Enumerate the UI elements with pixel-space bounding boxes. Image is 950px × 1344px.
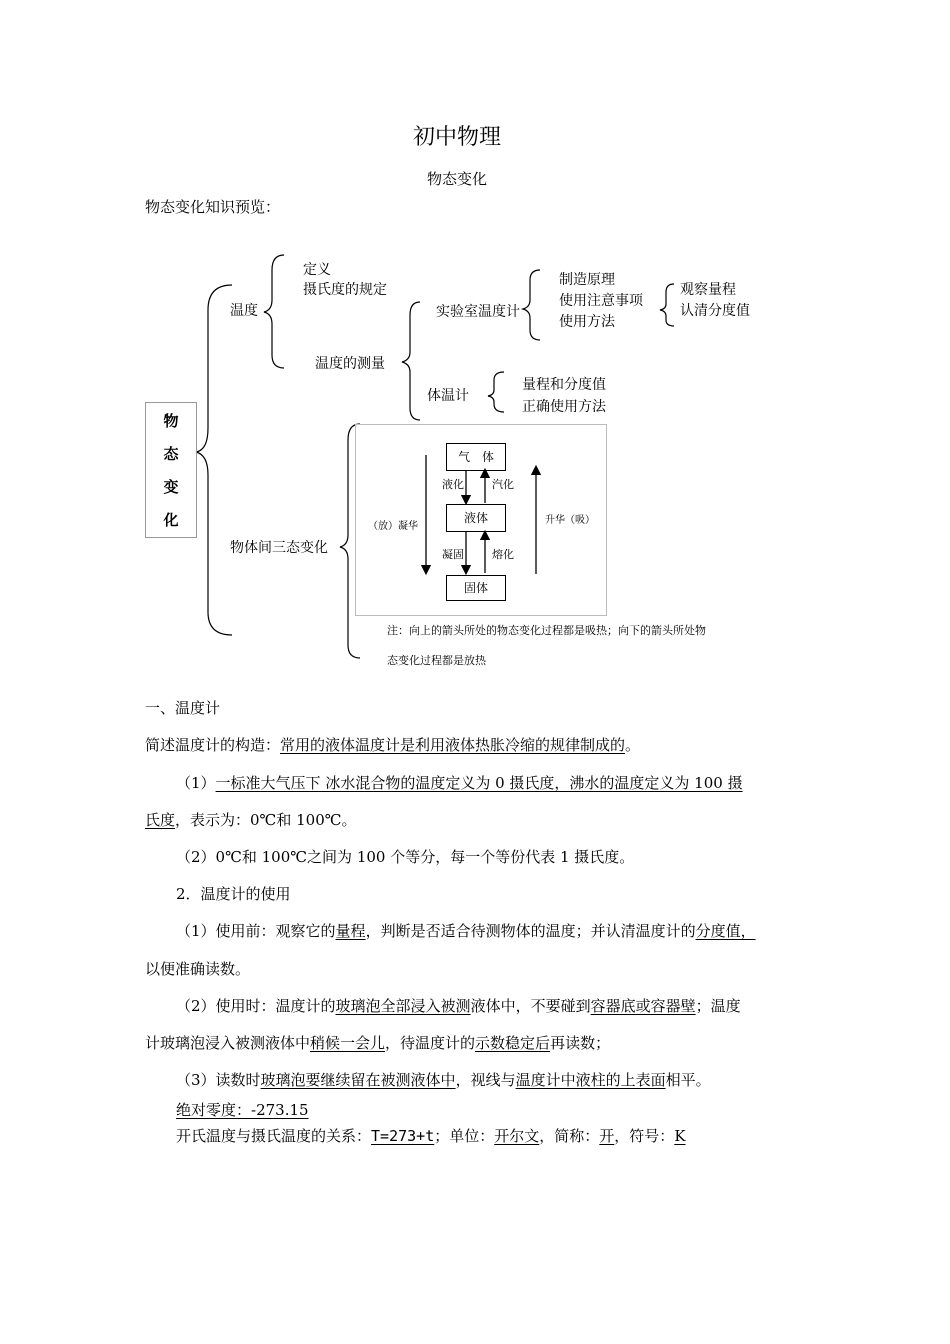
u2-a: （2）使用时：温度计的 <box>176 997 336 1015</box>
u1-c: ，判断是否适合待测物体的温度；并认清温度计的 <box>365 922 696 940</box>
u2-b: 玻璃泡全部浸入被测 <box>335 997 471 1015</box>
usage2-line-2 <box>145 1033 610 1053</box>
node-observe-range: 观察量程 <box>680 282 736 298</box>
root-char: 物 <box>163 412 179 430</box>
label-liquefaction: 液化 <box>442 478 464 491</box>
k-symbol: K <box>674 1127 686 1145</box>
liquid-box: 液体 <box>446 504 506 532</box>
p1-rest: ，表示为：0℃和 100℃。 <box>175 811 357 829</box>
u3-b: 玻璃泡要继续留在被测液体中 <box>260 1071 456 1089</box>
node-celsius-rule: 摄氏度的规定 <box>303 282 387 298</box>
p1-prefix: （1） <box>176 774 216 792</box>
node-definition: 定义 <box>303 262 331 278</box>
u2-j: 再读数； <box>550 1034 611 1052</box>
u1-d: 分度值， <box>695 922 756 940</box>
root-char: 变 <box>163 478 179 496</box>
k-g: ，符号： <box>614 1127 675 1145</box>
root-char: 态 <box>163 445 179 463</box>
u2-h: ，待温度计的 <box>385 1034 476 1052</box>
node-usage: 使用方法 <box>559 314 615 330</box>
label-deposition: （放）凝华 <box>368 521 418 532</box>
absolute-zero: 绝对零度：-273.15 <box>176 1101 309 1119</box>
u3-e: 相平。 <box>665 1071 711 1089</box>
u3-d: 温度计中液柱的上表面 <box>515 1071 666 1089</box>
node-temperature: 温度 <box>230 303 258 319</box>
node-lab-thermometer: 实验室温度计 <box>436 304 520 320</box>
structure-prefix: 简述温度计的构造： <box>145 736 281 754</box>
node-correct-usage: 正确使用方法 <box>522 399 606 415</box>
structure-end: 。 <box>625 736 641 754</box>
label-melting: 熔化 <box>492 548 514 561</box>
page-title: 初中物理 <box>412 125 501 150</box>
node-precautions: 使用注意事项 <box>559 293 643 309</box>
u2-c: 液体中，不要碰到 <box>470 997 591 1015</box>
usage3-line <box>176 1070 711 1090</box>
structure-underlined: 常用的液体温度计是利用液体热胀冷缩的规律制成的 <box>280 736 626 754</box>
root-char: 化 <box>163 511 179 529</box>
note-line-1: 注：向上的箭头所处的物态变化过程都是吸热；向下的箭头所处物 <box>387 624 706 637</box>
solid-box: 固体 <box>446 575 506 601</box>
gas-box: 气 体 <box>446 443 506 471</box>
p1-underlined-1: 一标准大气压下 冰水混合物的温度定义为 0 摄氏度，沸水的温度定义为 100 摄 <box>215 774 743 792</box>
node-measurement: 温度的测量 <box>315 356 385 372</box>
node-three-states: 物体间三态变化 <box>230 540 328 556</box>
p1-line-1 <box>176 773 743 793</box>
node-range-division: 量程和分度值 <box>522 377 606 393</box>
k-formula: T=273+t <box>371 1127 435 1145</box>
label-vaporization: 汽化 <box>492 478 514 491</box>
note-line-2: 态变化过程都是放热 <box>387 654 486 667</box>
k-a: 开氏温度与摄氏温度的关系： <box>176 1127 372 1145</box>
k-short: 开 <box>599 1127 615 1145</box>
node-principle: 制造原理 <box>559 272 615 288</box>
u2-g: 稍候一会儿 <box>310 1034 386 1052</box>
structure-line <box>145 735 640 755</box>
node-clinical-thermometer: 体温计 <box>427 388 469 404</box>
label-solidification: 凝固 <box>442 548 464 561</box>
u3-a: （3）读数时 <box>176 1071 261 1089</box>
kelvin-line <box>176 1126 686 1146</box>
label-sublimation: 升华（吸） <box>545 515 595 526</box>
k-c: ；单位： <box>434 1127 495 1145</box>
u2-i: 示数稳定后 <box>475 1034 551 1052</box>
page-subtitle: 物态变化 <box>426 170 487 188</box>
u1-b: 量程 <box>335 922 366 940</box>
usage2-line-1 <box>176 996 741 1016</box>
absolute-zero-line <box>176 1100 309 1120</box>
u1-a: （1）使用前：观察它的 <box>176 922 336 940</box>
usage1-line-1 <box>176 921 756 941</box>
overview-label: 物态变化知识预览： <box>145 198 281 216</box>
node-read-division: 认清分度值 <box>680 303 750 319</box>
section-heading: 一、温度计 <box>145 699 221 717</box>
p1-underlined-2: 氏度 <box>145 811 176 829</box>
usage-heading: 2．温度计的使用 <box>176 885 291 903</box>
k-unit: 开尔文 <box>494 1127 540 1145</box>
u3-c: ，视线与 <box>455 1071 516 1089</box>
p2-line: （2）0℃和 100℃之间为 100 个等分，每一个等份代表 1 摄氏度。 <box>176 848 635 866</box>
u2-e: ；温度 <box>695 997 741 1015</box>
usage1-line-2: 以便准确读数。 <box>145 960 251 978</box>
k-e: ，简称： <box>539 1127 600 1145</box>
p1-line-2 <box>145 810 357 830</box>
u2-f: 计玻璃泡浸入被测液体中 <box>145 1034 311 1052</box>
u2-d: 容器底或容器壁 <box>590 997 696 1015</box>
